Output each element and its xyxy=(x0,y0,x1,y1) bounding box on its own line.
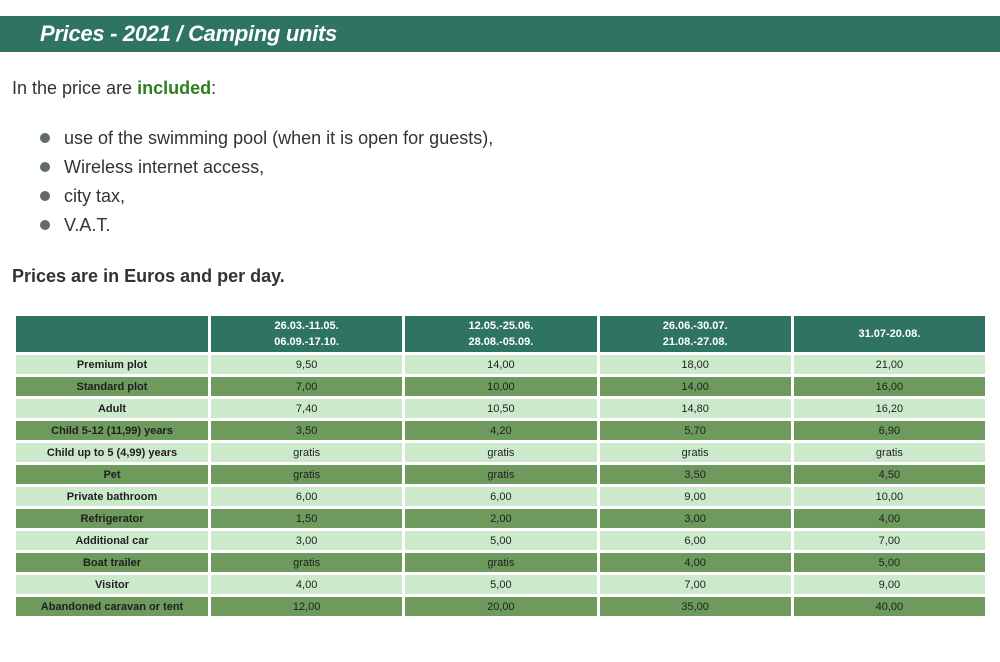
price-cell: 7,00 xyxy=(211,377,402,396)
price-cell: gratis xyxy=(405,553,596,572)
list-item-text: use of the swimming pool (when it is open for guests), xyxy=(64,128,494,148)
price-cell: 7,00 xyxy=(794,531,985,550)
price-cell: gratis xyxy=(600,443,791,462)
price-cell: 3,50 xyxy=(211,421,402,440)
row-label: Private bathroom xyxy=(16,487,208,506)
list-item xyxy=(40,213,493,242)
price-cell: 6,00 xyxy=(211,487,402,506)
price-cell: gratis xyxy=(405,465,596,484)
period-line-1: 12.05.-25.06. xyxy=(468,320,534,332)
price-cell: gratis xyxy=(211,465,402,484)
bullet-icon xyxy=(40,220,50,230)
row-label: Additional car xyxy=(16,531,208,550)
bullet-icon xyxy=(40,133,50,143)
list-item-text: Wireless internet access, xyxy=(64,157,265,177)
price-cell: 7,40 xyxy=(211,399,402,418)
price-cell: 18,00 xyxy=(600,355,791,374)
price-cell: 9,00 xyxy=(600,487,791,506)
table-row xyxy=(16,355,985,374)
table-row xyxy=(16,443,985,462)
period-line-2: 06.09.-17.10. xyxy=(274,336,340,348)
period-line-1: 26.03.-11.05. xyxy=(274,320,339,332)
price-cell: 6,00 xyxy=(600,531,791,550)
row-label: Pet xyxy=(16,465,208,484)
row-label: Adult xyxy=(16,399,208,418)
column-header xyxy=(16,316,208,352)
price-cell: 4,00 xyxy=(600,553,791,572)
row-label: Refrigerator xyxy=(16,509,208,528)
column-header-period-2 xyxy=(405,316,596,352)
row-label: Standard plot xyxy=(16,377,208,396)
row-label: Premium plot xyxy=(16,355,208,374)
currency-note: Prices are in Euros and per day. xyxy=(12,266,285,286)
price-cell: 35,00 xyxy=(600,597,791,616)
table-row xyxy=(16,597,985,616)
price-cell: 14,00 xyxy=(600,377,791,396)
list-item-text: V.A.T. xyxy=(64,215,111,235)
price-cell: 14,80 xyxy=(600,399,791,418)
period-line-1: 31.07-20.08. xyxy=(858,328,921,340)
table-row xyxy=(16,509,985,528)
included-intro xyxy=(12,76,216,100)
list-item xyxy=(40,155,493,184)
price-cell: 5,00 xyxy=(405,575,596,594)
row-label: Boat trailer xyxy=(16,553,208,572)
price-cell: 3,00 xyxy=(211,531,402,550)
price-cell: 10,50 xyxy=(405,399,596,418)
row-label: Child up to 5 (4,99) years xyxy=(16,443,208,462)
table-row xyxy=(16,487,985,506)
row-label: Abandoned caravan or tent xyxy=(16,597,208,616)
list-item-text: city tax, xyxy=(64,186,126,206)
list-item xyxy=(40,184,493,213)
price-cell: 3,50 xyxy=(600,465,791,484)
price-cell: 4,20 xyxy=(405,421,596,440)
price-cell: 4,00 xyxy=(794,509,985,528)
intro-highlight: included xyxy=(137,78,212,98)
table-row xyxy=(16,421,985,440)
row-label: Child 5-12 (11,99) years xyxy=(16,421,208,440)
price-cell: 5,00 xyxy=(794,553,985,572)
table-header-row xyxy=(16,316,985,352)
table-row xyxy=(16,377,985,396)
price-cell: 21,00 xyxy=(794,355,985,374)
price-cell: 7,00 xyxy=(600,575,791,594)
price-cell: 9,50 xyxy=(211,355,402,374)
page-title: Prices - 2021 / Camping units xyxy=(40,21,337,46)
price-cell: 16,00 xyxy=(794,377,985,396)
price-cell: gratis xyxy=(211,443,402,462)
price-cell: gratis xyxy=(405,443,596,462)
intro-suffix: : xyxy=(211,78,217,98)
price-cell: 12,00 xyxy=(211,597,402,616)
bullet-icon xyxy=(40,191,50,201)
price-cell: 5,00 xyxy=(405,531,596,550)
price-cell: 6,90 xyxy=(794,421,985,440)
table-row xyxy=(16,553,985,572)
price-cell: 10,00 xyxy=(405,377,596,396)
price-table xyxy=(13,313,988,619)
table-row xyxy=(16,465,985,484)
column-header-period-1 xyxy=(211,316,402,352)
period-line-2: 21.08.-27.08. xyxy=(662,336,728,348)
period-line-1: 26.06.-30.07. xyxy=(662,320,728,332)
price-cell: 4,00 xyxy=(211,575,402,594)
price-cell: 3,00 xyxy=(600,509,791,528)
column-header-period-4 xyxy=(794,316,985,352)
price-cell: 1,50 xyxy=(211,509,402,528)
price-cell: 6,00 xyxy=(405,487,596,506)
table-row xyxy=(16,399,985,418)
price-cell: 10,00 xyxy=(794,487,985,506)
price-cell: gratis xyxy=(211,553,402,572)
page-banner xyxy=(0,16,1000,52)
price-cell: 40,00 xyxy=(794,597,985,616)
included-list xyxy=(40,126,493,242)
column-header-period-3 xyxy=(600,316,791,352)
price-cell: 14,00 xyxy=(405,355,596,374)
row-label: Visitor xyxy=(16,575,208,594)
bullet-icon xyxy=(40,162,50,172)
price-cell: 2,00 xyxy=(405,509,596,528)
price-cell: 4,50 xyxy=(794,465,985,484)
list-item xyxy=(40,126,493,155)
period-line-2: 28.08.-05.09. xyxy=(468,336,534,348)
price-cell: 20,00 xyxy=(405,597,596,616)
price-cell: 9,00 xyxy=(794,575,985,594)
price-cell: 16,20 xyxy=(794,399,985,418)
intro-prefix: In the price are xyxy=(12,78,138,98)
table-row xyxy=(16,575,985,594)
table-row xyxy=(16,531,985,550)
price-cell: 5,70 xyxy=(600,421,791,440)
price-cell: gratis xyxy=(794,443,985,462)
